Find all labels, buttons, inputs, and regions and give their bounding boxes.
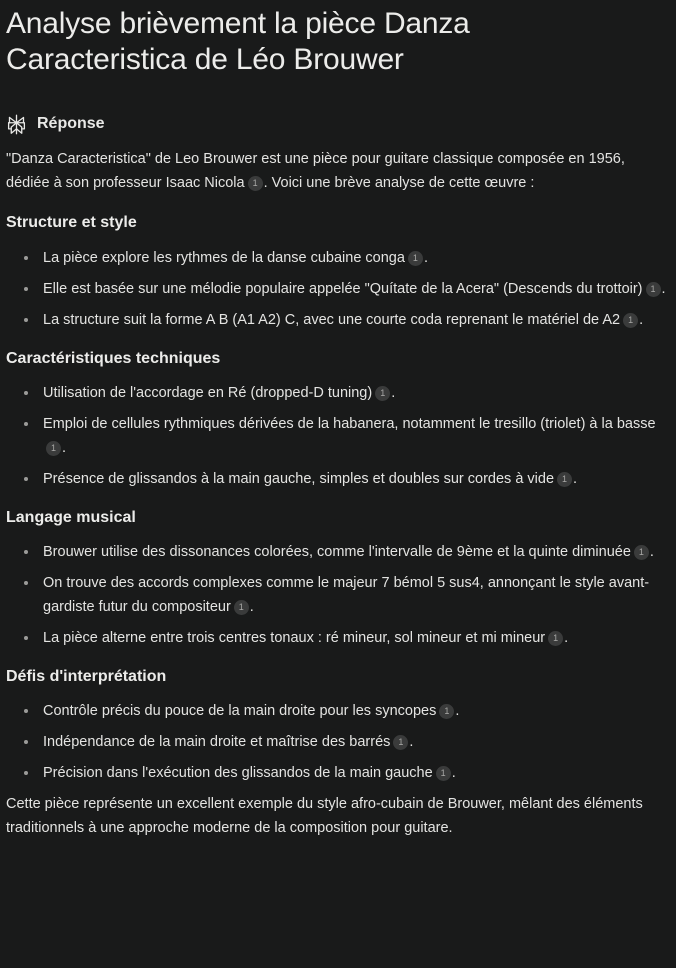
list-item: Utilisation de l'accordage en Ré (dropped-D tuning) 1 .	[6, 381, 670, 405]
intro-text-part-1: "Danza Caracteristica" de Leo Brouwer est une pièce pour guitare classique composée en 1956, dédiée à son professeur Isaac Nicola	[6, 151, 625, 191]
citation-badge[interactable]: 1	[408, 251, 423, 266]
list-item: Elle est basée sur une mélodie populaire appelée "Quítate de la Acera" (Descends du trottoir) 1 .	[6, 277, 670, 301]
citation-badge[interactable]: 1	[646, 282, 661, 297]
list-item: Précision dans l'exécution des glissandos de la main gauche 1 .	[6, 761, 670, 785]
outro-paragraph: Cette pièce représente un excellent exemple du style afro-cubain de Brouwer, mêlant des éléments traditionnels à une approche moderne de la composition pour guitare.	[6, 796, 643, 836]
citation-badge[interactable]: 1	[557, 472, 572, 487]
list-item-text: Contrôle précis du pouce de la main droite pour les syncopes	[43, 703, 437, 719]
citation-badge[interactable]: 1	[439, 704, 454, 719]
section-list-interpretation	[6, 699, 670, 785]
citation-badge[interactable]: 1	[623, 313, 638, 328]
list-item-text: Présence de glissandos à la main gauche, simples et doubles sur cordes à vide	[43, 471, 555, 487]
list-item: Indépendance de la main droite et maîtrise des barrés 1 .	[6, 730, 670, 754]
intro-text-part-2: . Voici une brève analyse de cette œuvre :	[263, 175, 535, 191]
section-heading-musical-language: Langage musical	[6, 509, 136, 526]
list-item-text: Brouwer utilise des dissonances colorées, comme l'intervalle de 9ème et la quinte diminuée	[43, 544, 631, 560]
citation-badge[interactable]: 1	[393, 735, 408, 750]
citation-badge[interactable]: 1	[46, 441, 61, 456]
perplexity-logo-icon	[6, 114, 27, 135]
list-item-text: Utilisation de l'accordage en Ré (dropped-D tuning)	[43, 385, 373, 401]
list-item-text: On trouve des accords complexes comme le majeur 7 bémol 5 sus4, annonçant le style avant-gardiste futur du compositeur	[43, 575, 650, 615]
citation-badge[interactable]: 1	[375, 386, 390, 401]
citation-badge[interactable]: 1	[234, 600, 249, 615]
list-item: On trouve des accords complexes comme le majeur 7 bémol 5 sus4, annonçant le style avant-gardiste futur du compositeur 1 .	[6, 571, 670, 619]
list-item: La structure suit la forme A B (A1 A2) C, avec une courte coda reprenant le matériel de A2 1 .	[6, 308, 670, 332]
list-item-text: Indépendance de la main droite et maîtrise des barrés	[43, 734, 391, 750]
section-heading-techniques: Caractéristiques techniques	[6, 350, 221, 367]
list-item: La pièce explore les rythmes de la danse cubaine conga 1 .	[6, 246, 670, 270]
list-item-text: Emploi de cellules rythmiques dérivées de la habanera, notamment le tresillo (triolet) à la basse	[43, 416, 656, 432]
list-item-text: La structure suit la forme A B (A1 A2) C, avec une courte coda reprenant le matériel de A2	[43, 312, 621, 328]
list-item-text: La pièce alterne entre trois centres tonaux : ré mineur, sol mineur et mi mineur	[43, 630, 546, 646]
question-title-line-2: Caracteristica de Léo Brouwer	[6, 43, 404, 76]
list-item: La pièce alterne entre trois centres tonaux : ré mineur, sol mineur et mi mineur 1 .	[6, 626, 670, 650]
intro-paragraph	[6, 147, 670, 195]
list-item-text: La pièce explore les rythmes de la danse cubaine conga	[43, 250, 405, 266]
question-title	[6, 6, 670, 78]
list-item: Contrôle précis du pouce de la main droite pour les syncopes 1 .	[6, 699, 670, 723]
section-list-techniques	[6, 381, 670, 491]
list-item: Présence de glissandos à la main gauche, simples et doubles sur cordes à vide 1 .	[6, 467, 670, 491]
list-item: Emploi de cellules rythmiques dérivées de la habanera, notamment le tresillo (triolet) à la basse1 .	[6, 412, 670, 460]
citation-badge[interactable]: 1	[548, 631, 563, 646]
list-item-text: Précision dans l'exécution des glissandos de la main gauche	[43, 765, 433, 781]
question-title-line-1: Analyse brièvement la pièce Danza	[6, 7, 470, 40]
answer-header	[6, 112, 670, 136]
citation-badge[interactable]: 1	[248, 176, 263, 191]
answer-label: Réponse	[37, 115, 105, 132]
list-item-text: Elle est basée sur une mélodie populaire appelée "Quítate de la Acera" (Descends du trottoir)	[43, 281, 643, 297]
list-item: Brouwer utilise des dissonances colorées, comme l'intervalle de 9ème et la quinte diminuée 1 .	[6, 540, 670, 564]
section-heading-interpretation: Défis d'interprétation	[6, 668, 167, 685]
section-list-structure	[6, 246, 670, 332]
citation-badge[interactable]: 1	[436, 766, 451, 781]
section-list-musical-language	[6, 540, 670, 650]
citation-badge[interactable]: 1	[634, 545, 649, 560]
section-heading-structure: Structure et style	[6, 214, 137, 231]
